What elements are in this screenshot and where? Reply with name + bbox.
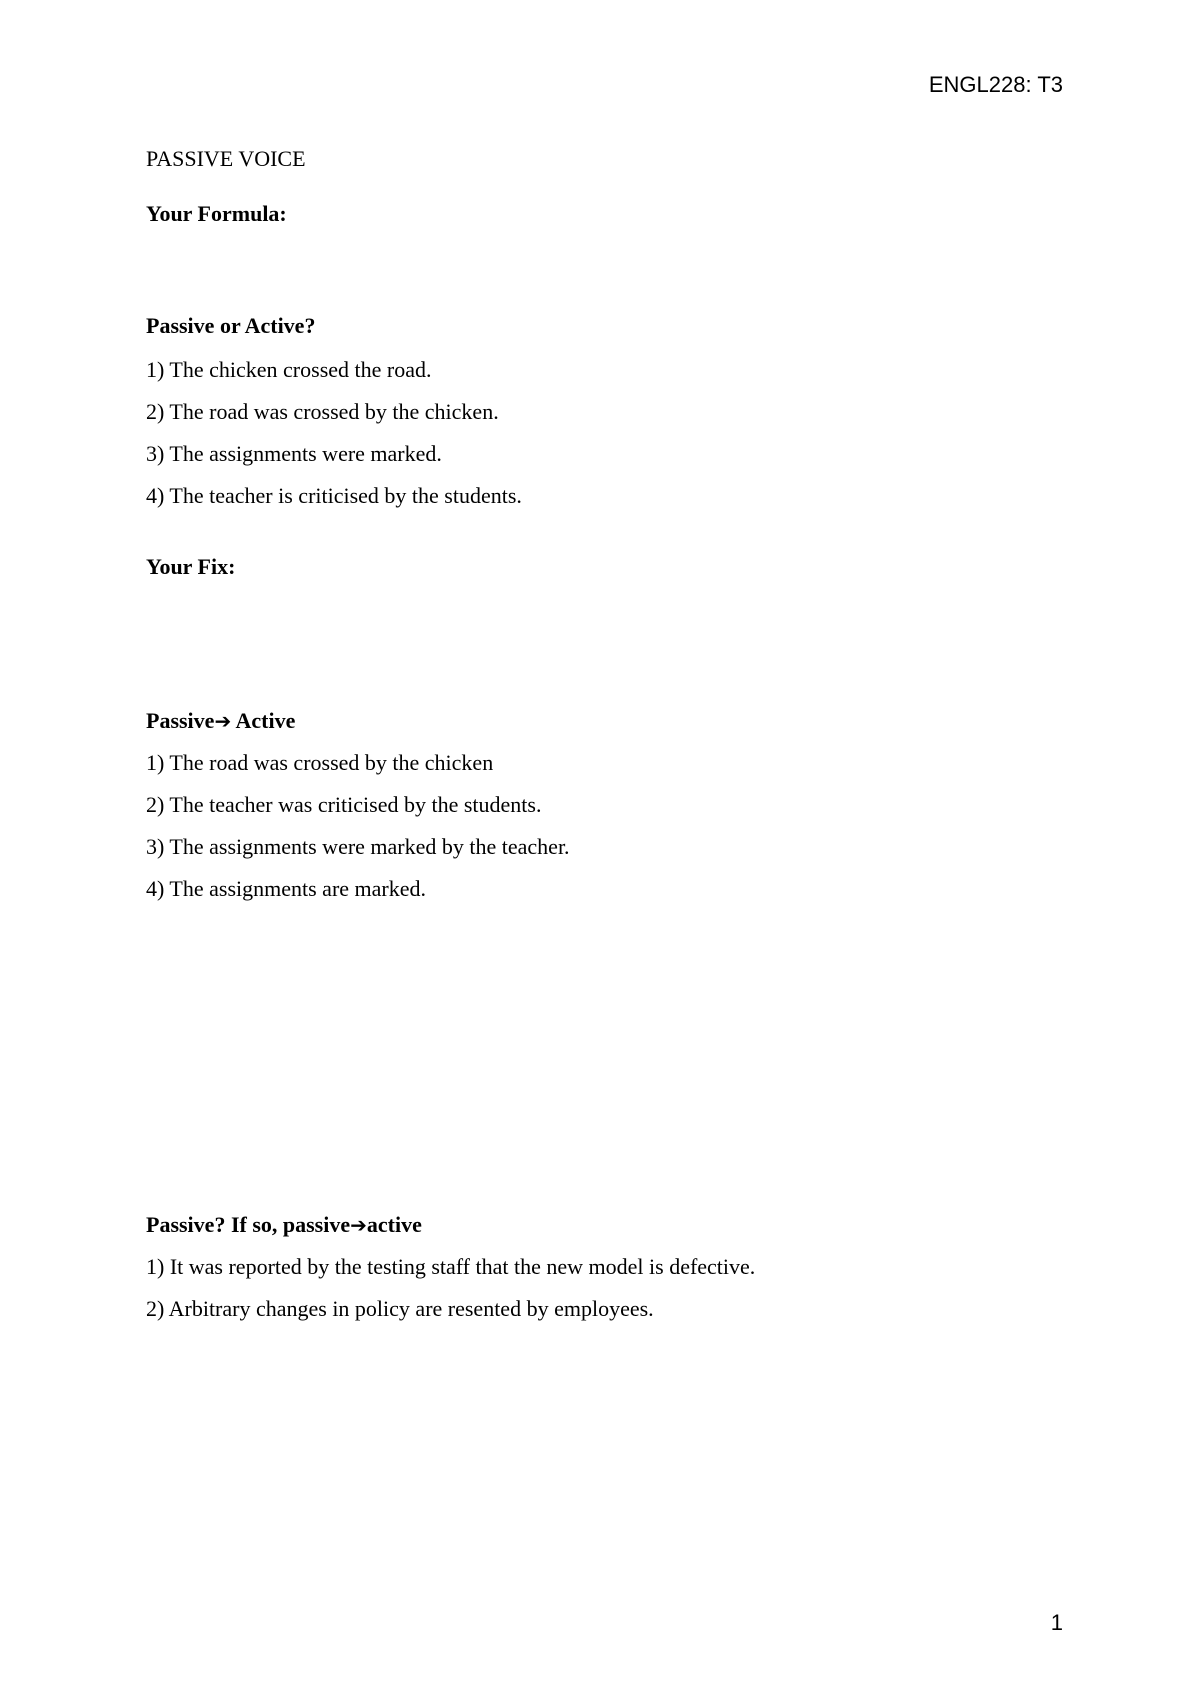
page-number: 1 bbox=[1050, 1610, 1063, 1635]
passive-if-so-heading-right: active bbox=[366, 1212, 422, 1237]
fix-heading: Your Fix: bbox=[146, 554, 236, 579]
passive-to-active-item-2: 2) The teacher was criticised by the students. bbox=[146, 792, 542, 817]
passive-to-active-item-3: 3) The assignments were marked by the teacher. bbox=[146, 834, 570, 859]
passive-to-active-item-1: 1) The road was crossed by the chicken bbox=[146, 750, 494, 775]
passive-to-active-item-4: 4) The assignments are marked. bbox=[146, 876, 427, 901]
passive-or-active-item-2: 2) The road was crossed by the chicken. bbox=[146, 399, 499, 424]
passive-if-so-heading-left: Passive? If so, passive bbox=[146, 1212, 351, 1237]
passive-to-active-heading bbox=[146, 708, 295, 734]
course-code: ENGL228: T3 bbox=[928, 72, 1063, 97]
passive-if-so-heading bbox=[146, 1212, 422, 1238]
right-arrow-icon: ➔ bbox=[350, 1213, 367, 1237]
passive-if-so-item-1: 1) It was reported by the testing staff that the new model is defective. bbox=[146, 1254, 756, 1279]
passive-or-active-heading: Passive or Active? bbox=[146, 313, 316, 338]
page-title: PASSIVE VOICE bbox=[146, 146, 306, 171]
passive-to-active-heading-left: Passive bbox=[146, 708, 215, 733]
right-arrow-icon: ➔ bbox=[214, 709, 232, 733]
passive-or-active-item-1: 1) The chicken crossed the road. bbox=[146, 357, 432, 382]
passive-or-active-item-4: 4) The teacher is criticised by the students. bbox=[146, 483, 522, 508]
passive-to-active-heading-right: Active bbox=[231, 708, 296, 733]
passive-if-so-item-2: 2) Arbitrary changes in policy are resented by employees. bbox=[146, 1296, 654, 1321]
passive-or-active-item-3: 3) The assignments were marked. bbox=[146, 441, 442, 466]
formula-heading: Your Formula: bbox=[146, 201, 287, 226]
